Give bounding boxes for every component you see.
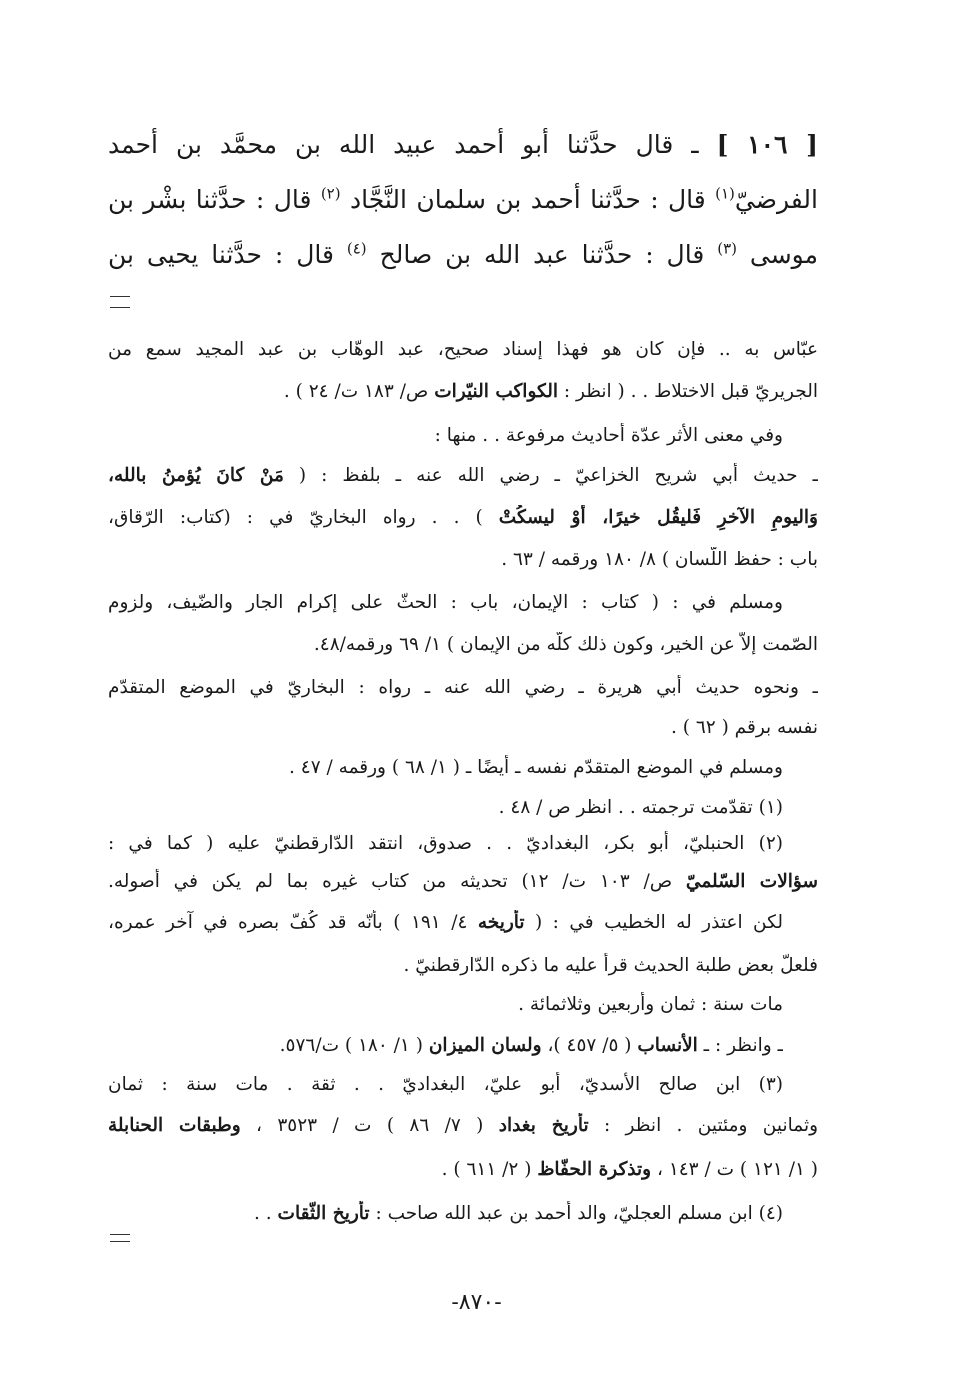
book-title: تأريخه [477,912,525,933]
footnote-line: مات سنة : ثمان وأربعين وثلاثمائة . [518,994,783,1015]
footnote-line: ـ حديث أبي شريح الخزاعيّ ـ رضي الله عنه ـ بلفظ : ( مَنْ كانَ يُؤمنُ بالله، [108,465,818,486]
book-title: وطبقات الحنابلة [108,1115,241,1136]
footnote-ref-2: (٢) [320,184,341,203]
footnote-line: ومسلم في : ( كتاب : الإيمان، باب : الحثّ على إكرام الجار والضّيف، ولزوم [108,592,783,613]
hadith-text: وَاليومِ الآخرِ فَليقُل خيرًا، أوْ ليسكُتْ [498,507,818,528]
footnote-line: لكن اعتذر له الخطيب في : ( تأريخه ٤/ ١٩١ ) بأنّه قد كُفّ بصره في آخر عمره، [108,912,783,933]
book-title: تأريخ بغداد [498,1115,589,1136]
main-text-line-2: الفرضيّ$^{(١)}$ قال : حدَّثنا أَحمد بن سلمان النَّجَّاد $^{(٢)}$ قال : حدَّثنا بشْر بن [108,184,818,214]
footnote-line: ( ١/ ١٢١ ) ت / ١٤٣ ، وتذكرة الحفّاظ ( ٢/ ٦١١ ) . [441,1159,818,1180]
book-title: الأنساب [637,1035,698,1056]
continuation-mark [110,296,130,308]
page-number: -٨٧٠- [451,1290,502,1315]
footnote-1: (١) تقدّمت ترجمته . . انظر ص / ٤٨ . [498,797,783,818]
footnote-ref-4: (٤) [346,239,367,258]
footnote-line: ـ ونحوه حديث أبي هريرة ـ رضي الله عنه ـ رواه : البخاريّ في الموضع المتقدّم [108,677,818,698]
footnote-line: الجريريّ قبل الاختلاط . . ( انظر : الكواكب النيّرات ص/ ١٨٣ ت/ ٢٤ ) . [283,381,818,402]
footnote-line: وثمانين ومئتين . انظر : تأريخ بغداد ( ٧/ ٨٦ ) ت / ٣٥٢٣ ، وطبقات الحنابلة [108,1115,818,1136]
main-text-line-1: [ ١٠٦ ] ـ قال حدَّثنا أَبو أَحمد عبيد الله بن محمَّد بن أَحمد [108,130,818,159]
continuation-mark [110,1234,130,1242]
footnote-line: عبّاس به .. فإن كان هو فهذا إسناد صحيح، عبد الوهّاب بن عبد المجيد سمع من [108,339,818,360]
book-title: تأريخ الثّقات [277,1203,370,1224]
footnote-line: نفسه برقم ( ٦٢ ) . [670,717,818,738]
footnote-line: ـ وانظر : ـ الأنساب ( ٥/ ٤٥٧ )، ولسان الميزان ( ١/ ١٨٠ ) ت/٥٧٦. [279,1035,783,1056]
hadith-number: [ ١٠٦ ] [716,130,818,159]
footnote-line: سؤالات السّلميّ ص/ ١٠٣ ت/ ١٢) تحديثه من كتاب غيره بما لم يكن في أصوله. [108,871,818,892]
footnote-line: ومسلم في الموضع المتقدّم نفسه ـ أيضًا ـ ( ١/ ٦٨ ) ورقمه / ٤٧ . [289,757,783,778]
footnote-2: (٢) الحنبليّ، أبو بكر، البغداديّ . . صدوق، انتقد الدّارقطنيّ عليه ( كما في : [108,833,783,854]
footnote-line: وفي معنى الأثر عدّة أحاديث مرفوعة . . منها : [434,425,783,446]
book-title: سؤالات السّلميّ [685,871,818,892]
footnote-4: (٤) ابن مسلم العجليّ، والد أحمد بن عبد الله صاحب : تأريخ الثّقات . . [254,1203,783,1224]
footnote-line: الصّمت إلاّ عن الخير، وكون ذلك كلّه من الإيمان ) ١/ ٦٩ ورقمه/٤٨. [313,634,818,655]
footnote-line: وَاليومِ الآخرِ فَليقُل خيرًا، أوْ ليسكُتْ ) . . رواه البخاريّ في : (كتاب: الرّقاق، [108,507,818,528]
footnote-line: فلعلّ بعض طلبة الحديث قرأ عليه ما ذكره الدّارقطنيّ . [403,955,818,976]
book-title: الكواكب النيّرات [434,381,558,402]
book-title: ولسان الميزان [428,1035,542,1056]
main-text-line-3: موسى $^{(٣)}$ قال : حدَّثنا عبد الله بن صالح $^{(٤)}$ قال : حدَّثنا يحيى بن [108,239,818,269]
footnote-ref-1: (١) [715,184,735,203]
footnote-3: (٣) ابن صالح الأسديّ، أبو عليّ، البغداديّ . . ثقة . مات سنة : ثمان [108,1074,783,1095]
footnote-line: باب : حفظ اللّسان ) ٨/ ١٨٠ ورقمه / ٦٣ . [501,549,818,570]
hadith-text: مَنْ كانَ يُؤمنُ بالله، [108,465,284,486]
book-title: وتذكرة الحفّاظ [537,1159,652,1180]
footnote-ref-3: (٣) [717,239,737,258]
